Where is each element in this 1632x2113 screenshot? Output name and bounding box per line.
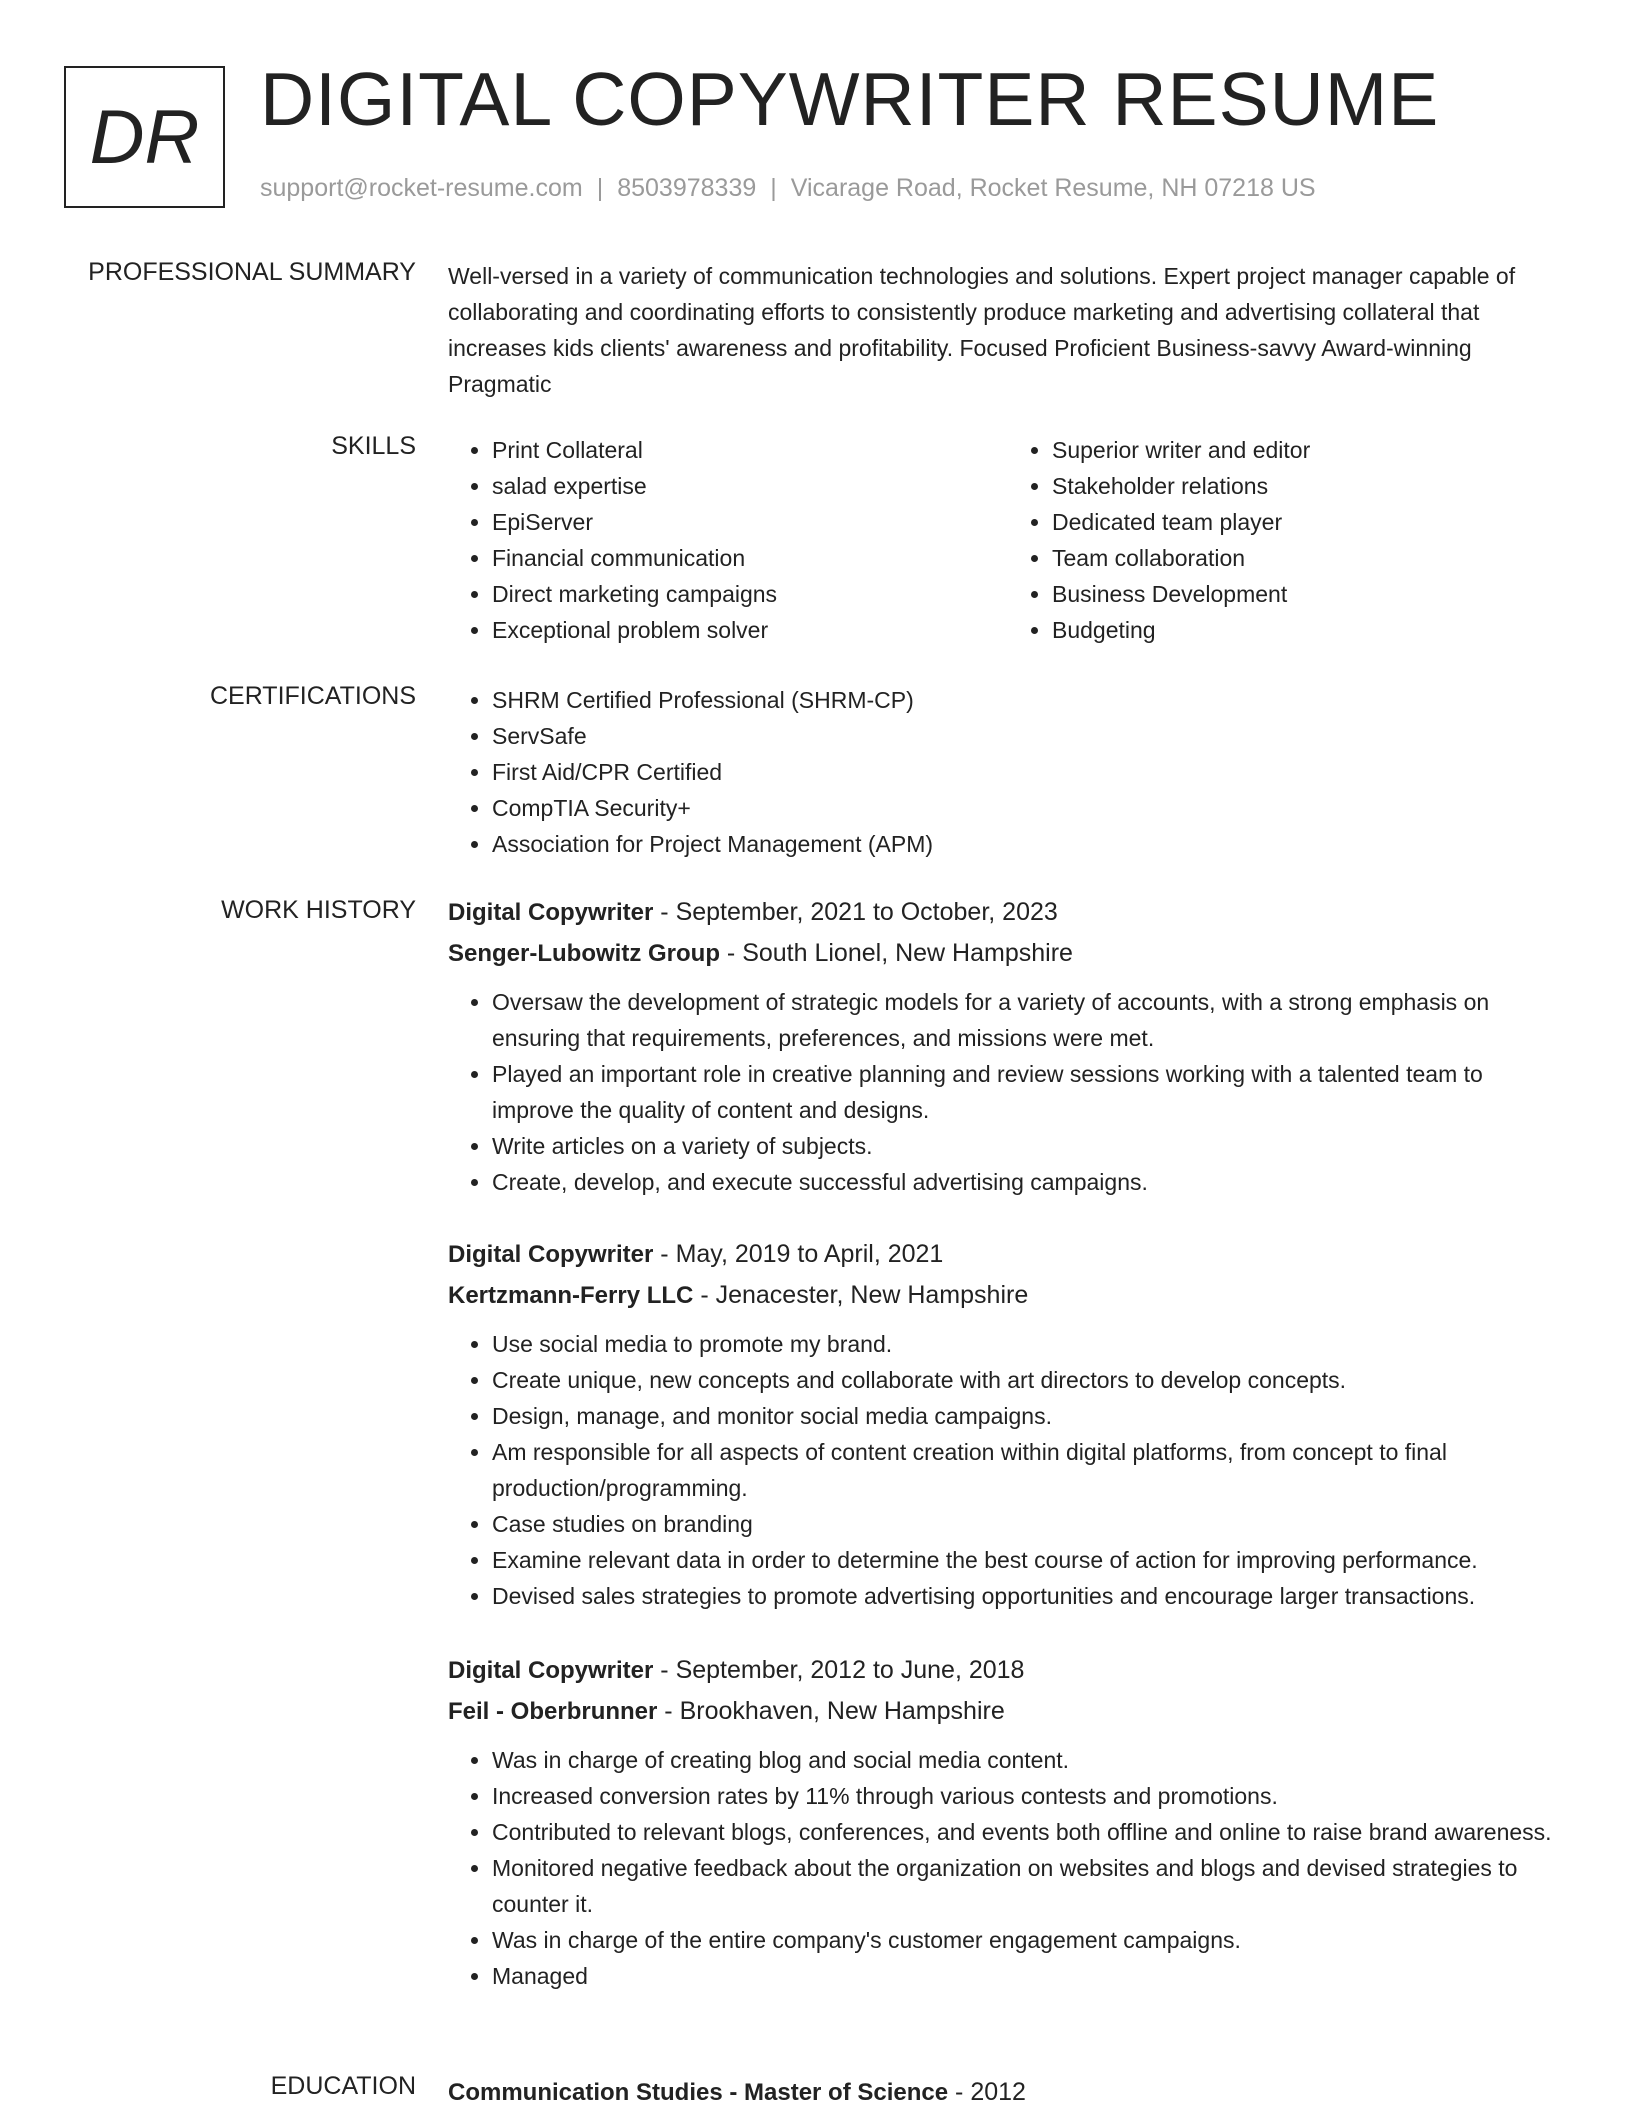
job-bullet: • Oversaw the development of strategic models for a variety of accounts, with a strong emphasis on ensuring that requirements, preferences, and missions were met. xyxy=(492,984,1568,1056)
summary-label: PROFESSIONAL SUMMARY xyxy=(88,258,416,286)
education-line xyxy=(448,2072,1568,2113)
job-bullet: • Devised sales strategies to promote advertising opportunities and encourage larger transactions. xyxy=(492,1578,1568,1614)
education-degree: Communication Studies - Master of Science xyxy=(448,2079,949,2106)
skill-item: • Financial communication xyxy=(492,540,1008,576)
job-title-line xyxy=(448,1234,1568,1275)
job-bullets xyxy=(448,984,1568,1200)
job-title: Digital Copywriter xyxy=(448,899,654,926)
job-bullet: • Increased conversion rates by 11% through various contests and promotions. xyxy=(492,1778,1568,1814)
skills-list-right xyxy=(1008,432,1568,648)
job-dates: - September, 2012 to June, 2018 xyxy=(653,1656,1025,1684)
summary-text: Well-versed in a variety of communication technologies and solutions. Expert project manager capable of collaborating and coordinating efforts to consistently produce marketing and advertising collateral that increases kids clients' awareness and profitability. Focused Proficient Business-savvy Award-winning Pragmatic xyxy=(448,263,1516,397)
job-bullet: • Create, develop, and execute successful advertising campaigns. xyxy=(492,1164,1568,1200)
job-title: Digital Copywriter xyxy=(448,1657,654,1684)
contact-separator: | xyxy=(596,174,604,202)
job-company-line xyxy=(448,933,1568,974)
skill-item: • Direct marketing campaigns xyxy=(492,576,1008,612)
job-company: Kertzmann-Ferry LLC xyxy=(448,1282,694,1309)
contact-separator: | xyxy=(770,174,777,202)
job-company-line xyxy=(448,1691,1568,1732)
job-bullet: • Case studies on branding xyxy=(492,1506,1568,1542)
work-history-label: WORK HISTORY xyxy=(221,896,416,924)
certification-item: • ServSafe xyxy=(492,718,1568,754)
job-bullet: • Design, manage, and monitor social media campaigns. xyxy=(492,1398,1568,1434)
job-location: - Brookhaven, New Hampshire xyxy=(657,1697,1005,1725)
education-label: EDUCATION xyxy=(270,2072,416,2100)
skill-item: • Print Collateral xyxy=(492,432,1008,468)
job-title-line xyxy=(448,1650,1568,1691)
job-bullet: • Played an important role in creative planning and review sessions working with a talented team to improve the quality of content and designs. xyxy=(492,1056,1568,1128)
skill-item: • Stakeholder relations xyxy=(1052,468,1568,504)
job-bullet: • Examine relevant data in order to determine the best course of action for improving performance. xyxy=(492,1542,1568,1578)
certifications-list xyxy=(448,682,1568,862)
monogram-badge: DR xyxy=(64,66,225,208)
contact-phone: 8503978339 xyxy=(617,174,757,202)
job-company: Senger-Lubowitz Group xyxy=(448,940,720,967)
skill-item: • Budgeting xyxy=(1052,612,1568,648)
job-entry xyxy=(448,1234,1568,1614)
job-bullet: • Write articles on a variety of subjects. xyxy=(492,1128,1568,1164)
job-company-line xyxy=(448,1275,1568,1316)
job-location: - Jenacester, New Hampshire xyxy=(693,1281,1029,1309)
skills-label: SKILLS xyxy=(331,432,416,460)
job-bullets xyxy=(448,1326,1568,1614)
skill-item: • Dedicated team player xyxy=(1052,504,1568,540)
job-title: Digital Copywriter xyxy=(448,1241,654,1268)
skill-item: • salad expertise xyxy=(492,468,1008,504)
job-dates: - September, 2021 to October, 2023 xyxy=(653,898,1058,926)
job-bullet: • Use social media to promote my brand. xyxy=(492,1326,1568,1362)
certification-item: • First Aid/CPR Certified xyxy=(492,754,1568,790)
job-company: Feil - Oberbrunner xyxy=(448,1698,658,1725)
resume-title: DIGITAL COPYWRITER RESUME xyxy=(260,57,1440,141)
certifications-label: CERTIFICATIONS xyxy=(209,682,416,710)
job-bullets xyxy=(448,1742,1568,1994)
job-entry xyxy=(448,892,1568,1200)
job-bullet: • Create unique, new concepts and collaborate with art directors to develop concepts. xyxy=(492,1362,1568,1398)
certification-item: • SHRM Certified Professional (SHRM-CP) xyxy=(492,682,1568,718)
skill-item: • Exceptional problem solver xyxy=(492,612,1008,648)
job-bullet: • Was in charge of the entire company's customer engagement campaigns. xyxy=(492,1922,1568,1958)
job-bullet: • Monitored negative feedback about the organization on websites and blogs and devised strategies to counter it. xyxy=(492,1850,1568,1922)
job-bullet: • Contributed to relevant blogs, conferences, and events both offline and online to raise brand awareness. xyxy=(492,1814,1568,1850)
certification-item: • CompTIA Security+ xyxy=(492,790,1568,826)
skill-item: • Team collaboration xyxy=(1052,540,1568,576)
job-title-line xyxy=(448,892,1568,933)
job-bullet: • Am responsible for all aspects of content creation within digital platforms, from concept to final production/programming. xyxy=(492,1434,1568,1506)
skill-item: • Superior writer and editor xyxy=(1052,432,1568,468)
contact-line xyxy=(260,174,1316,203)
job-bullet: • Was in charge of creating blog and social media content. xyxy=(492,1742,1568,1778)
contact-email: support@rocket-resume.com xyxy=(260,174,583,202)
education-year: - 2012 xyxy=(948,2078,1026,2106)
skill-item: • EpiServer xyxy=(492,504,1008,540)
certification-item: • Association for Project Management (APM) xyxy=(492,826,1568,862)
contact-address: Vicarage Road, Rocket Resume, NH 07218 US xyxy=(790,174,1316,202)
skills-list-left xyxy=(448,432,1008,648)
skill-item: • Business Development xyxy=(1052,576,1568,612)
job-dates: - May, 2019 to April, 2021 xyxy=(653,1240,944,1268)
job-bullet: • Managed xyxy=(492,1958,1568,1994)
job-location: - South Lionel, New Hampshire xyxy=(719,939,1073,967)
job-entry xyxy=(448,1650,1568,1994)
